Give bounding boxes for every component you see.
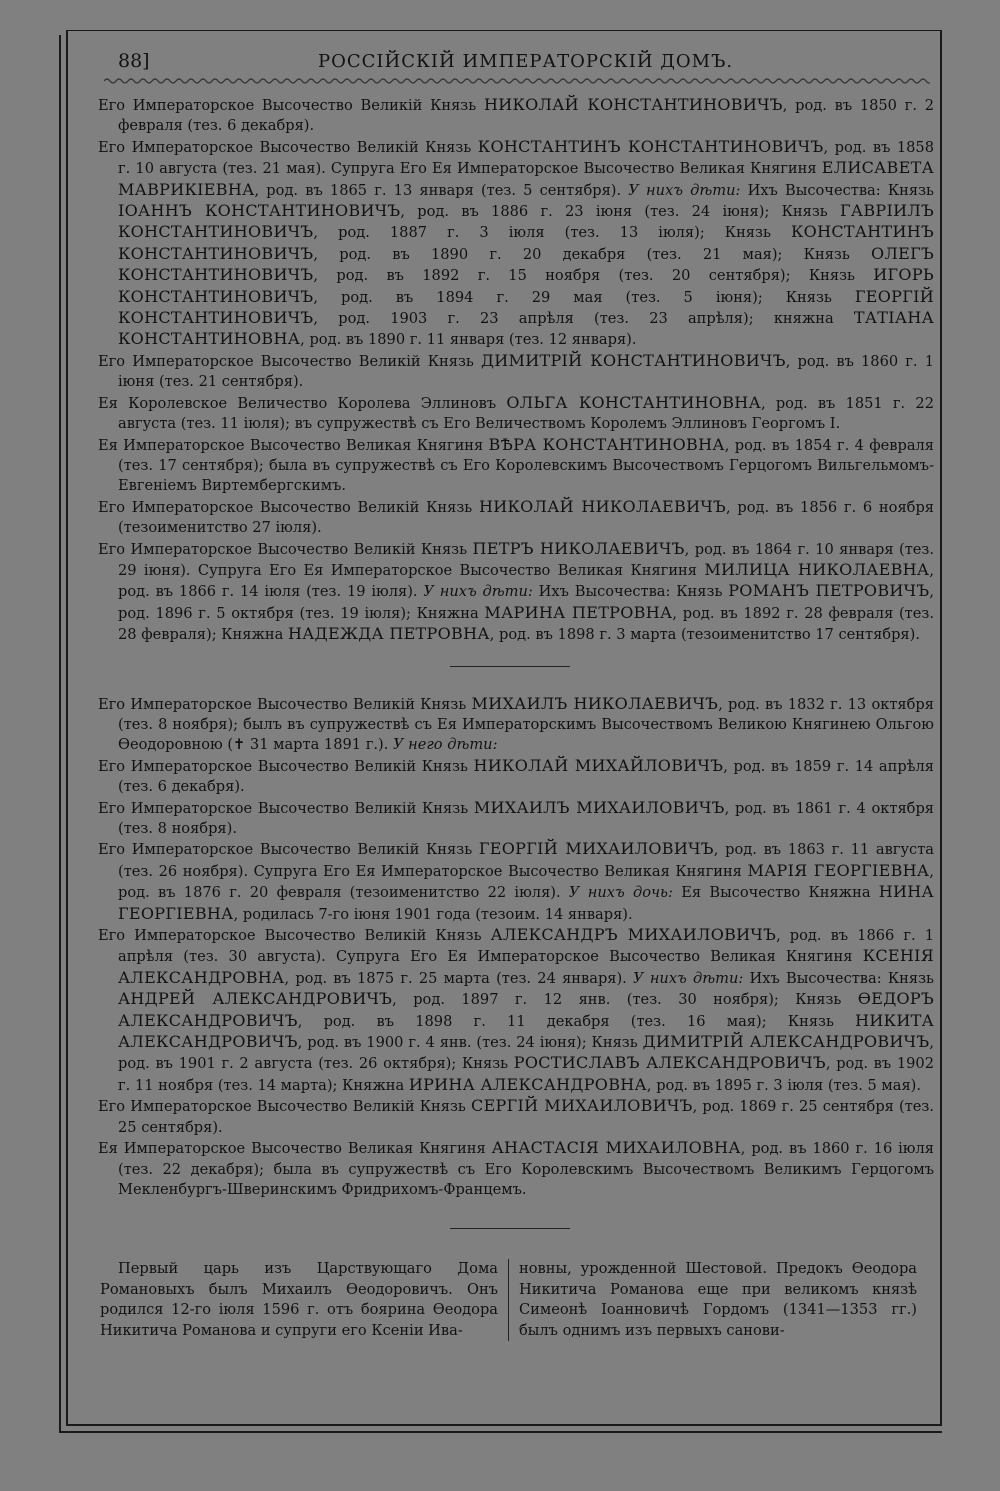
genealogy-entry bbox=[86, 925, 934, 1096]
person-name: ОЛЬГА КОНСТАНТИНОВНА bbox=[506, 392, 761, 412]
genealogy-entry bbox=[86, 839, 934, 925]
person-name: НИКИТА АЛЕКСАНДРОВИЧЪ bbox=[118, 1010, 934, 1052]
entry-text: , род. въ 1890 г. 20 декабря (тез. 21 мая); Князь bbox=[313, 245, 872, 263]
genealogy-entry bbox=[86, 435, 934, 497]
entries-section-mikhailovichi bbox=[86, 694, 934, 1201]
person-name: РОМАНЪ ПЕТРОВИЧЪ bbox=[728, 581, 930, 601]
entry-text: , род. въ 1901 г. 2 августа (тез. 26 октября); Князь bbox=[118, 1034, 934, 1073]
person-name: ГЕОРГІЙ МИХАИЛОВИЧЪ bbox=[478, 839, 714, 859]
entry-text: , род. въ 1860 г. 16 іюля (тез. 22 декабря); была въ супружествѣ съ Его Королевскимъ Высочествомъ Великимъ Герцогомъ Мекленбургъ-Шверинскимъ Фридрихомъ-Францемъ. bbox=[118, 1140, 934, 1198]
entry-text: , родилась 7-го іюня 1901 года (тезоим. 14 января). bbox=[233, 905, 633, 923]
entry-text: , род. въ 1860 г. 1 іюня (тез. 21 сентября). bbox=[118, 352, 934, 391]
genealogy-entry bbox=[86, 1096, 934, 1138]
page-content bbox=[86, 95, 934, 1341]
entry-text: , род. въ 1894 г. 29 мая (тез. 5 іюня); Князь bbox=[313, 288, 855, 306]
entry-text: , род. въ 1858 г. 10 августа (тез. 21 мая). Супруга Его Ея Императорское Высочество Великая Княгиня bbox=[118, 138, 934, 178]
entry-text: , род. въ 1856 г. 6 ноября (тезоименитство 27 іюля). bbox=[118, 498, 934, 537]
entry-text: Его Императорское Высочество Великій Князь bbox=[98, 138, 478, 156]
entry-text: Его Императорское Высочество Великій Князь bbox=[98, 498, 479, 516]
entry-text: Ея Королевское Величество Королева Эллиновъ bbox=[98, 394, 507, 412]
person-name: ВѢРА КОНСТАНТИНОВНА bbox=[488, 434, 725, 454]
person-name: ДИМИТРІЙ АЛЕКСАНДРОВИЧЪ bbox=[642, 1032, 930, 1052]
entry-text: Его Императорское Высочество Великій Князь bbox=[98, 1098, 472, 1116]
genealogy-entry bbox=[86, 137, 934, 351]
entry-text: , род. въ 1854 г. 4 февраля (тез. 17 сентября); была въ супружествѣ съ Его Королевскимъ Высочествомъ Герцогомъ Вильгельмомъ-Евгеніемъ Виртембергскимъ. bbox=[118, 436, 935, 495]
genealogy-entry bbox=[86, 497, 934, 539]
entry-text: , род. 1887 г. 3 іюля (тез. 13 іюля); Князь bbox=[313, 224, 791, 242]
person-name: ДИМИТРІЙ КОНСТАНТИНОВИЧЪ bbox=[481, 350, 786, 370]
entry-text: Ихъ Высочества: Князь bbox=[532, 583, 729, 601]
italic-phrase: У нихъ дочь: bbox=[568, 884, 673, 902]
running-title: РОССІЙСКІЙ ИМПЕРАТОРСКІЙ ДОМЪ. bbox=[318, 51, 734, 72]
person-name: ЕЛИСАВЕТА МАВРИКІЕВНА bbox=[118, 158, 934, 199]
entry-text: , род. 1896 г. 5 октября (тез. 19 іюля); Княжна bbox=[118, 583, 934, 622]
entry-text: , род. въ 1886 г. 23 іюня (тез. 24 іюня); Князь bbox=[400, 203, 841, 221]
entry-text: Его Императорское Высочество Великій Князь bbox=[98, 540, 473, 558]
person-name: МАРИНА ПЕТРОВНА bbox=[484, 602, 673, 622]
entry-text: Его Императорское Высочество Великій Князь bbox=[98, 695, 472, 713]
italic-phrase: У нихъ дѣти: bbox=[423, 583, 533, 601]
genealogy-entry bbox=[86, 756, 934, 798]
entry-text: , род. въ 1832 г. 13 октября (тез. 8 ноября); былъ въ супружествѣ съ Ея Императорскимъ Высочествомъ Великою Княгинею Ольгою Ѳеодоровною (✝ 31 марта 1891 г.). bbox=[118, 695, 934, 754]
genealogy-entry bbox=[86, 351, 934, 393]
italic-phrase: У него дѣти: bbox=[392, 736, 498, 754]
entry-text: Ея Императорское Высочество Великая Княгиня bbox=[98, 1140, 492, 1158]
entry-text: , род. 1869 г. 25 сентября (тез. 25 сентября). bbox=[118, 1098, 935, 1136]
entry-text: , род. въ 1850 г. 2 февраля (тез. 6 декабря). bbox=[118, 97, 934, 135]
person-name: НИНА ГЕОРГІЕВНА bbox=[118, 882, 934, 923]
section-separator bbox=[450, 1228, 570, 1229]
entry-text: Его Императорское Высочество Великій Князь bbox=[98, 841, 479, 859]
wavy-rule bbox=[104, 75, 930, 87]
entry-text: , род. въ 1900 г. 4 янв. (тез. 24 іюня); Князь bbox=[297, 1034, 643, 1052]
entry-text: Ея Императорское Высочество Великая Княгиня bbox=[98, 436, 489, 454]
person-name: МИХАИЛЪ НИКОЛАЕВИЧЪ bbox=[471, 693, 719, 713]
entry-text: , род. въ 1892 г. 28 февраля (тез. 28 февраля); Княжна bbox=[118, 604, 934, 644]
entry-text: Ея Высочество Княжна bbox=[672, 884, 879, 902]
entry-text: Его Императорское Высочество Великій Князь bbox=[98, 927, 491, 945]
genealogy-entry bbox=[86, 1138, 934, 1200]
entry-text: , род. въ 1859 г. 14 апрѣля (тез. 6 декабря). bbox=[118, 757, 934, 796]
person-name: ТАТІАНА КОНСТАНТИНОВНА bbox=[118, 308, 934, 349]
italic-phrase: У нихъ дѣти: bbox=[628, 181, 741, 199]
person-name: НИКОЛАЙ НИКОЛАЕВИЧЪ bbox=[478, 496, 726, 516]
person-name: НИКОЛАЙ МИХАЙЛОВИЧЪ bbox=[473, 755, 724, 775]
genealogy-entry bbox=[86, 694, 934, 756]
entry-text: , род. въ 1864 г. 10 января (тез. 29 іюня). Супруга Его Ея Императорское Высочество Великая Княгиня bbox=[118, 540, 935, 579]
person-name: КОНСТАНТИНЪ КОНСТАНТИНОВИЧЪ bbox=[118, 222, 934, 263]
section-separator bbox=[450, 666, 570, 667]
entry-text: Его Императорское Высочество Великій Князь bbox=[98, 757, 474, 775]
person-name: НИКОЛАЙ КОНСТАНТИНОВИЧЪ bbox=[483, 95, 783, 114]
entry-text: , род. въ 1861 г. 4 октября (тез. 8 ноября). bbox=[118, 799, 934, 837]
person-name: ИРИНА АЛЕКСАНДРОВНА bbox=[408, 1074, 647, 1094]
entry-text: , род. въ 1875 г. 25 марта (тез. 24 января). bbox=[284, 969, 634, 987]
person-name: МАРІЯ ГЕОРГІЕВНА bbox=[747, 860, 930, 880]
entry-text: , род. 1903 г. 23 апрѣля (тез. 23 апрѣля); княжна bbox=[313, 310, 854, 328]
genealogy-entry bbox=[86, 393, 934, 435]
entry-text: , род. въ 1895 г. 3 іюля (тез. 5 мая). bbox=[646, 1076, 922, 1094]
footer-column-right: новны, урожденной Шестовой. Предокъ Ѳеодора Никитича Романова еще при великомъ князѣ Симеонѣ Іоанновичѣ Гордомъ (1341—1353 гг.) былъ однимъ изъ первыхъ санови- bbox=[508, 1259, 917, 1341]
person-name: ГЕОРГІЙ КОНСТАНТИНОВИЧЪ bbox=[118, 286, 934, 328]
person-name: КОНСТАНТИНЪ КОНСТАНТИНОВИЧЪ bbox=[477, 136, 824, 156]
person-name: ІОАННЪ КОНСТАНТИНОВИЧЪ bbox=[118, 201, 401, 221]
entry-text: , род. въ 1865 г. 13 января (тез. 5 сентября). bbox=[254, 181, 629, 199]
person-name: МИЛИЦА НИКОЛАЕВНА bbox=[704, 559, 930, 579]
entries-section-constantinovichi bbox=[86, 95, 934, 646]
entry-text: , род. въ 1890 г. 11 января (тез. 12 января). bbox=[300, 331, 637, 349]
person-name: МИХАИЛЪ МИХАИЛОВИЧЪ bbox=[473, 797, 725, 817]
entry-text: Ихъ Высочества: Князь bbox=[740, 181, 934, 199]
entry-text: , род. въ 1866 г. 14 іюля (тез. 19 іюля). bbox=[118, 561, 934, 601]
entry-text: , род. въ 1851 г. 22 августа (тез. 11 іюля); въ супружествѣ съ Его Величествомъ Королемъ Эллиновъ Георгомъ I. bbox=[118, 394, 934, 433]
person-name: АЛЕКСАНДРЪ МИХАИЛОВИЧЪ bbox=[490, 925, 777, 945]
entry-text: Его Императорское Высочество Великій Князь bbox=[98, 97, 484, 114]
entry-text: , род. въ 1898 г. 3 марта (тезоименитство 17 сентября). bbox=[489, 626, 920, 644]
person-name: ГАВРІИЛЪ КОНСТАНТИНОВИЧЪ bbox=[118, 201, 934, 242]
genealogy-entry bbox=[86, 798, 934, 840]
genealogy-entry bbox=[86, 539, 934, 646]
italic-phrase: У нихъ дѣти: bbox=[633, 969, 744, 987]
entry-text: , род. въ 1876 г. 20 февраля (тезоименитство 22 іюля). bbox=[118, 862, 934, 902]
entry-text: Его Императорское Высочество Великій Князь bbox=[98, 352, 481, 370]
entry-text: , род. 1897 г. 12 янв. (тез. 30 ноября); Князь bbox=[392, 991, 858, 1009]
entry-text: , род. въ 1892 г. 15 ноября (тез. 20 сентября); Князь bbox=[313, 267, 874, 285]
footer-columns bbox=[86, 1259, 934, 1341]
person-name: АНАСТАСІЯ МИХАИЛОВНА bbox=[491, 1138, 741, 1158]
genealogy-entry bbox=[86, 95, 934, 137]
person-name: РОСТИСЛАВЪ АЛЕКСАНДРОВИЧЪ bbox=[513, 1053, 826, 1073]
entry-text: Его Императорское Высочество Великій Князь bbox=[98, 799, 474, 817]
entry-text: , род. въ 1866 г. 1 апрѣля (тез. 30 августа). Супруга Его Ея Императорское Высочество Великая Княгиня bbox=[118, 927, 934, 966]
person-name: КСЕНІЯ АЛЕКСАНДРОВНА bbox=[118, 946, 934, 987]
person-name: НАДЕЖДА ПЕТРОВНА bbox=[287, 624, 490, 644]
person-name: ИГОРЬ КОНСТАНТИНОВИЧЪ bbox=[118, 265, 934, 306]
entry-text: , род. въ 1863 г. 11 августа (тез. 26 ноября). Супруга Его Ея Императорское Высочество Великая Княгиня bbox=[118, 841, 934, 880]
person-name: ѲЕДОРЪ АЛЕКСАНДРОВИЧЪ bbox=[118, 989, 934, 1030]
footer-column-left: Первый царь изъ Царствующаго Дома Романовыхъ былъ Михаилъ Ѳеодоровичъ. Онъ родился 12-го іюля 1596 г. отъ боярина Ѳеодора Никитича Романова и супруги его Ксеніи Ива- bbox=[100, 1260, 498, 1339]
entry-text: Ихъ Высочества: Князь bbox=[743, 969, 935, 987]
person-name: ПЕТРЪ НИКОЛАЕВИЧЪ bbox=[472, 538, 685, 558]
entry-text: , род. въ 1898 г. 11 декабря (тез. 16 мая); Князь bbox=[297, 1012, 856, 1030]
page-number: 88] bbox=[118, 50, 150, 72]
person-name: СЕРГІЙ МИХАИЛОВИЧЪ bbox=[471, 1096, 693, 1116]
entry-text: , род. въ 1902 г. 11 ноября (тез. 14 марта); Княжна bbox=[118, 1055, 934, 1094]
person-name: ОЛЕГЪ КОНСТАНТИНОВИЧЪ bbox=[118, 243, 934, 285]
person-name: АНДРЕЙ АЛЕКСАНДРОВИЧЪ bbox=[118, 989, 393, 1009]
